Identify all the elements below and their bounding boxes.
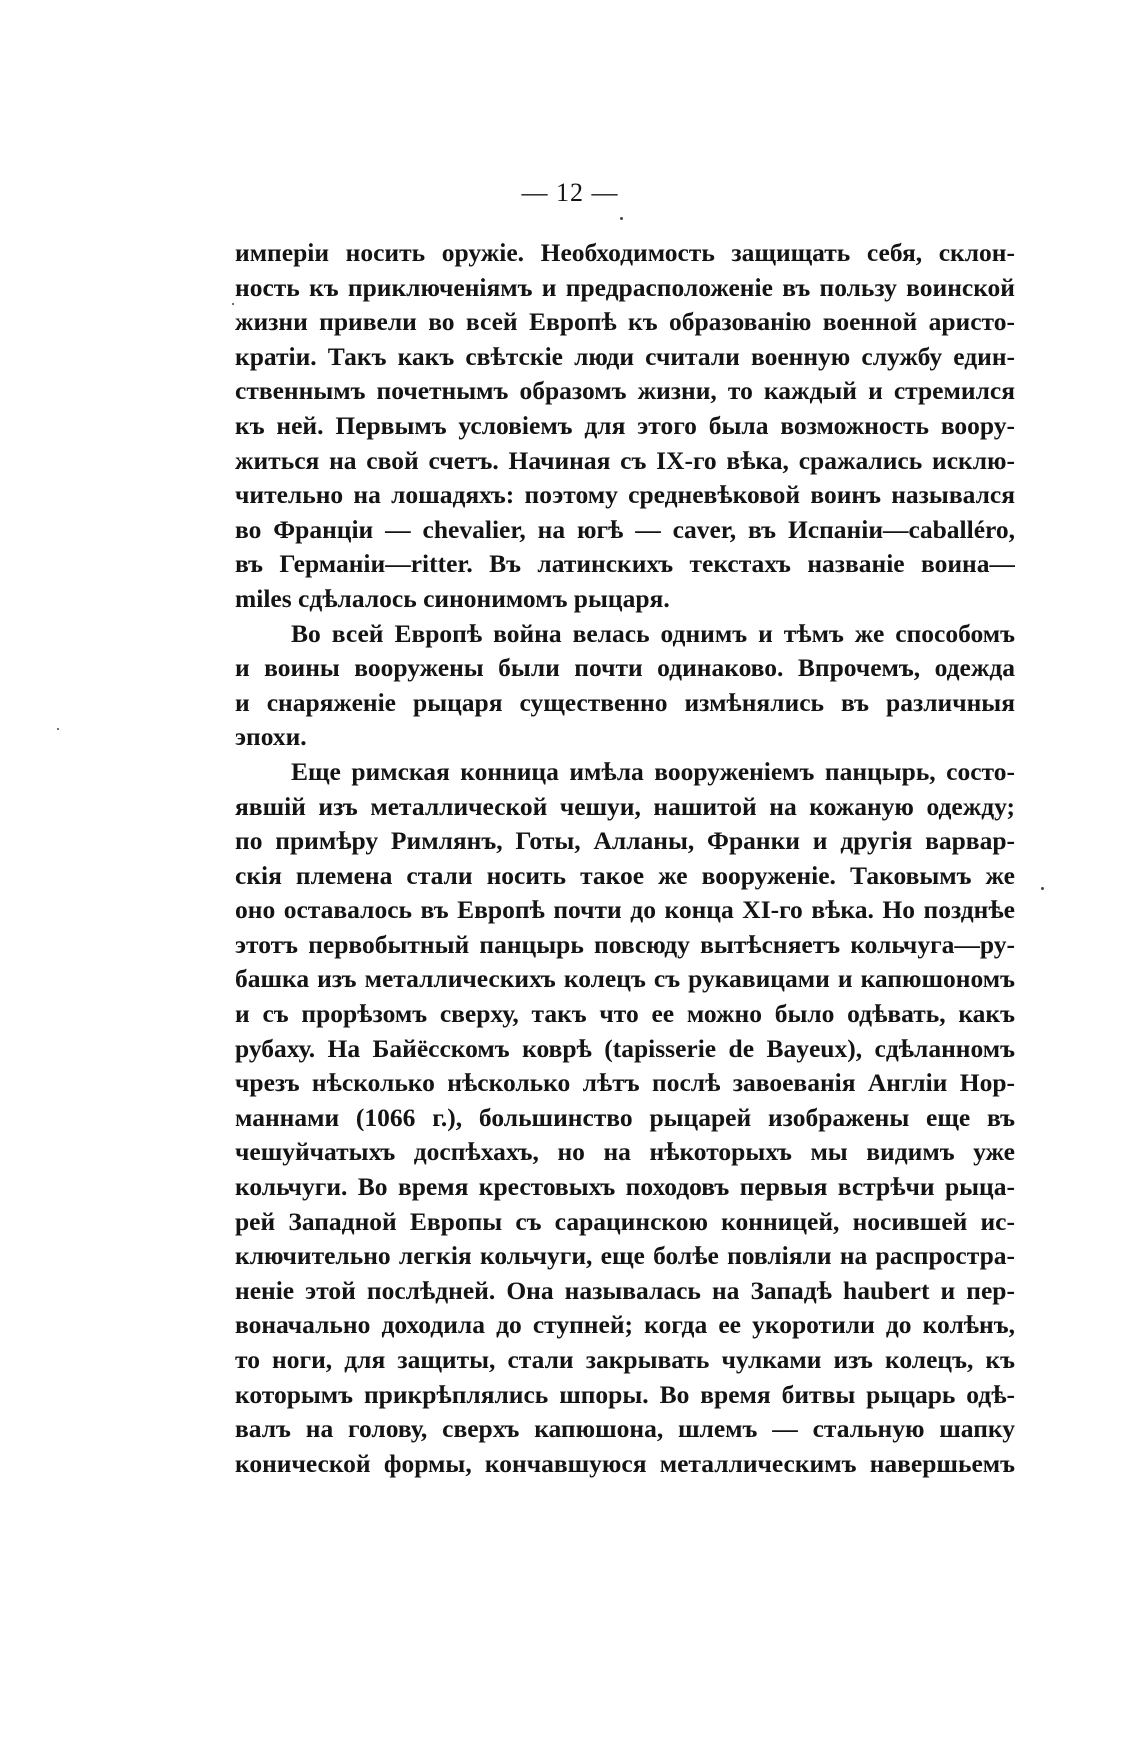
text-line: кольчуги. Во время крестовыхъ походовъ первыя встрѣчи рыца- [235,1172,1015,1202]
text-line: чешуйчатыхъ доспѣхахъ, но на нѣкоторыхъ мы видимъ уже [235,1137,1015,1167]
text-line: чительно на лошадяхъ: поэтому средневѣковой воинъ назывался [235,480,1015,510]
text-line: неніе этой послѣдней. Она называлась на Западѣ haubert и пер- [235,1275,1015,1305]
text-line: башка изъ металлическихъ колецъ съ рукавицами и капюшономъ [235,964,1015,994]
text-line: рубаху. На Байёсскомъ коврѣ (tapisserie de Bayeux), сдѣланномъ [235,1033,1015,1063]
text-line: и снаряженіе рыцаря существенно измѣнялись въ различныя [235,687,1015,717]
text-line: miles сдѣлалось синонимомъ рыцаря. [235,583,670,613]
page-number: — 12 — [521,178,619,207]
text-line: во Франціи — chevalier, на югѣ — caver, въ Испаніи—caballéro, [235,514,1015,544]
print-speck [232,303,234,305]
text-line: эпохи. [235,722,307,752]
text-line: по примѣру Римлянъ, Готы, Алланы, Франки и другія варвар- [235,826,1015,856]
text-line: ственнымъ почетнымъ образомъ жизни, то каждый и стремился [235,376,1015,406]
text-line: маннами (1066 г.), большинство рыцарей изображены еще въ [235,1102,1015,1132]
text-line: и воины вооружены были почти одинаково. Впрочемъ, одежда [235,653,1015,683]
text-line: кратіи. Такъ какъ свѣтскіе люди считали военную службу един- [235,341,1015,371]
text-line: чрезъ нѣсколько нѣсколько лѣтъ послѣ завоеванія Англіи Нор- [235,1068,1015,1098]
print-speck [1041,887,1044,890]
text-line: ключительно легкія кольчуги, еще болѣе повліяли на распростра- [235,1241,1015,1271]
text-line: которымъ прикрѣплялись шпоры. Во время битвы рыцарь одѣ- [235,1379,1015,1409]
text-line: воначально доходила до ступней; когда ее укоротили до колѣнъ, [235,1310,1015,1340]
text-line: и съ прорѣзомъ сверху, такъ что ее можно было одѣвать, какъ [235,999,1015,1029]
text-line: скія племена стали носить такое же вооруженіе. Таковымъ же [235,860,1015,890]
text-line: конической формы, кончавшуюся металлическимъ навершьемъ [235,1448,1015,1478]
text-line: Во всей Европѣ война велась однимъ и тѣмъ же способомъ [291,618,1015,648]
text-line: къ ней. Первымъ условіемъ для этого была возможность воору- [235,410,1015,440]
text-line: имперіи носить оружіе. Необходимость защищать себя, склон- [235,238,1015,267]
text-line: то ноги, для защиты, стали закрывать чулками изъ колецъ, къ [235,1345,1015,1374]
text-line: рей Западной Европы съ сарацинскою конницей, носившей ис- [235,1206,1015,1236]
text-line: въ Германіи—ritter. Въ латинскихъ текстахъ названіе воина— [235,549,1015,579]
text-line: оно оставалось въ Европѣ почти до конца XI-го вѣка. Но позднѣе [235,895,1015,925]
text-line: житься на свой счетъ. Начиная съ IX-го вѣка, сражались исклю- [235,445,1015,475]
text-line: ность къ приключеніямъ и предрасположеніе въ пользу воинской [235,272,1015,302]
text-line: жизни привели во всей Европѣ къ образованію военной аристо- [235,307,1015,337]
text-line: этотъ первобытный панцырь повсюду вытѣсняетъ кольчуга—ру- [235,929,1015,959]
text-line: явшій изъ металлической чешуи, нашитой на кожаную одежду; [235,791,1015,821]
text-line: Еще римская конница имѣла вооруженіемъ панцырь, состо- [291,756,1015,786]
body-text [235,238,1015,1483]
print-speck [57,728,59,730]
print-speck [620,217,623,220]
text-line: валъ на голову, сверхъ капюшона, шлемъ — стальную шапку [235,1414,1015,1444]
